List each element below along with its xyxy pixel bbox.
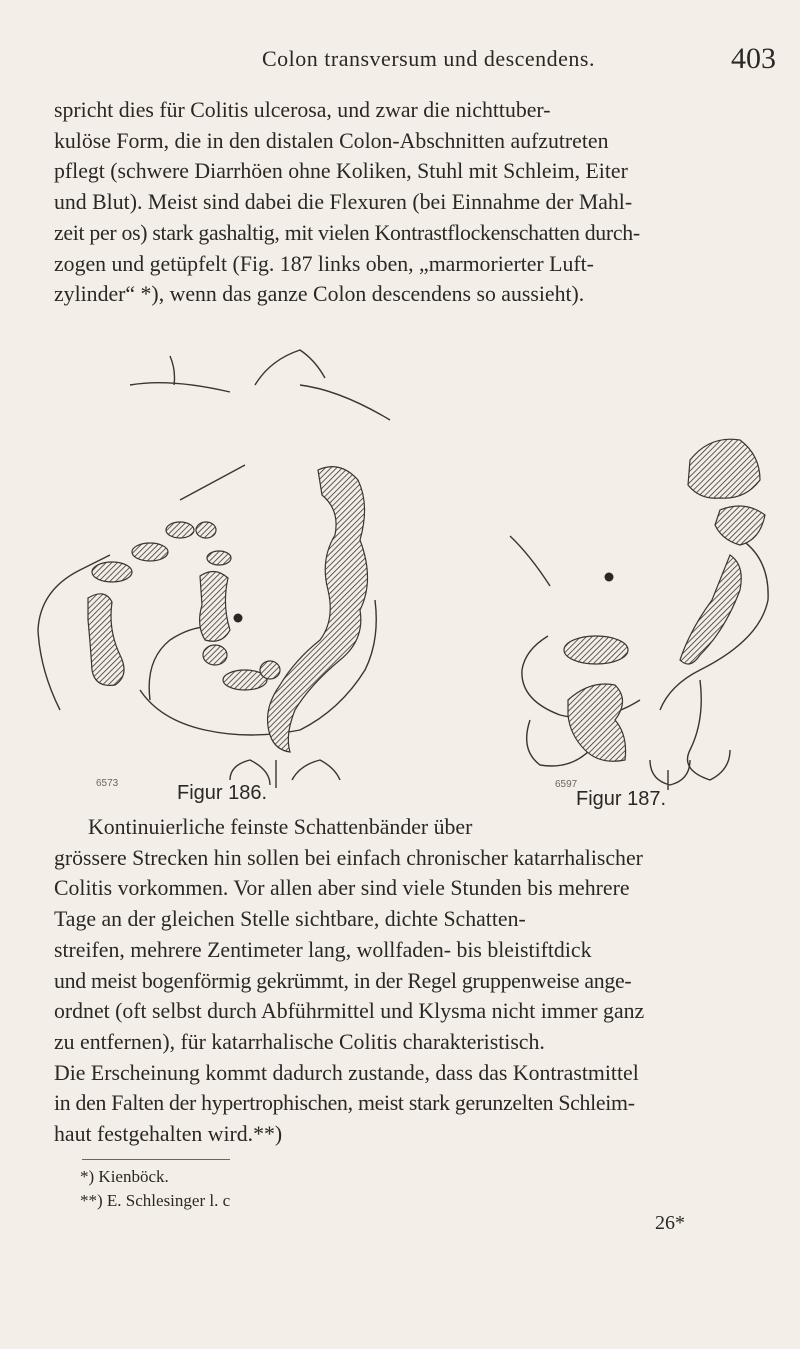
text-line: zylinder“ *), wenn das ganze Colon descendens so aussieht). [54,282,585,307]
text-line: pflegt (schwere Diarrhöen ohne Koliken, Stuhl mit Schleim, Eiter [54,159,628,184]
page-number: 403 [731,42,776,75]
text-line: haut festgehalten wird.**) [54,1122,283,1147]
text-line: zogen und getüpfelt (Fig. 187 links oben, „marmorierter Luft- [54,251,594,276]
paragraph-katarrhalische-colitis [54,812,766,1150]
footnote-2: **) E. Schlesinger l. c [80,1191,231,1210]
figures-186-187 [0,340,800,810]
text-line: und Blut). Meist sind dabei die Flexuren (bei Einnahme der Mahl- [54,190,633,215]
xray-drawings [0,340,800,810]
figure-187-caption: Figur 187. [576,788,667,810]
footnote-divider [82,1159,230,1160]
text-line: und meist bogenförmig gekrümmt, in der Regel gruppenweise ange- [54,968,632,993]
text-line: kulöse Form, die in den distalen Colon-Abschnitten aufzutreten [54,128,609,153]
paragraph-colitis-ulcerosa [54,95,766,310]
text-line: ordnet (oft selbst durch Abführmittel und Klysma nicht immer ganz [54,999,645,1024]
sheet-signature: 26* [655,1212,685,1234]
text-line: in den Falten der hypertrophischen, meist stark gerunzelten Schleim- [54,1091,635,1116]
footnote-1: *) Kienböck. [80,1167,169,1186]
text-line: Kontinuierliche feinste Schattenbänder über [88,815,473,839]
running-title: Colon transversum und descendens. [262,46,595,71]
fig187-plate-number: 6597 [555,779,578,790]
fig186-plate-number: 6573 [96,778,119,789]
figure-186-caption: Figur 186. [177,782,268,804]
text-line: Colitis vorkommen. Vor allen aber sind viele Stunden bis mehrere [54,876,630,901]
text-line: zu entfernen), für katarrhalische Colitis charakteristisch. [54,1029,545,1054]
text-line: Tage an der gleichen Stelle sichtbare, dichte Schatten- [54,907,526,932]
text-line: streifen, mehrere Zentimeter lang, wollfaden- bis bleistiftdick [54,937,592,962]
text-line: Die Erscheinung kommt dadurch zustande, dass das Kontrastmittel [54,1060,639,1085]
figure-186-contrast-shadows [88,467,368,752]
text-line: zeit per os) stark gashaltig, mit vielen Kontrastflockenschatten durch- [54,220,640,245]
page-header [0,42,800,86]
figure-187-contrast-shadows [564,439,765,761]
text-line: spricht dies für Colitis ulcerosa, und zwar die nichttuber- [54,98,551,122]
text-line: grössere Strecken hin sollen bei einfach chronischer katarrhalischer [54,845,643,870]
